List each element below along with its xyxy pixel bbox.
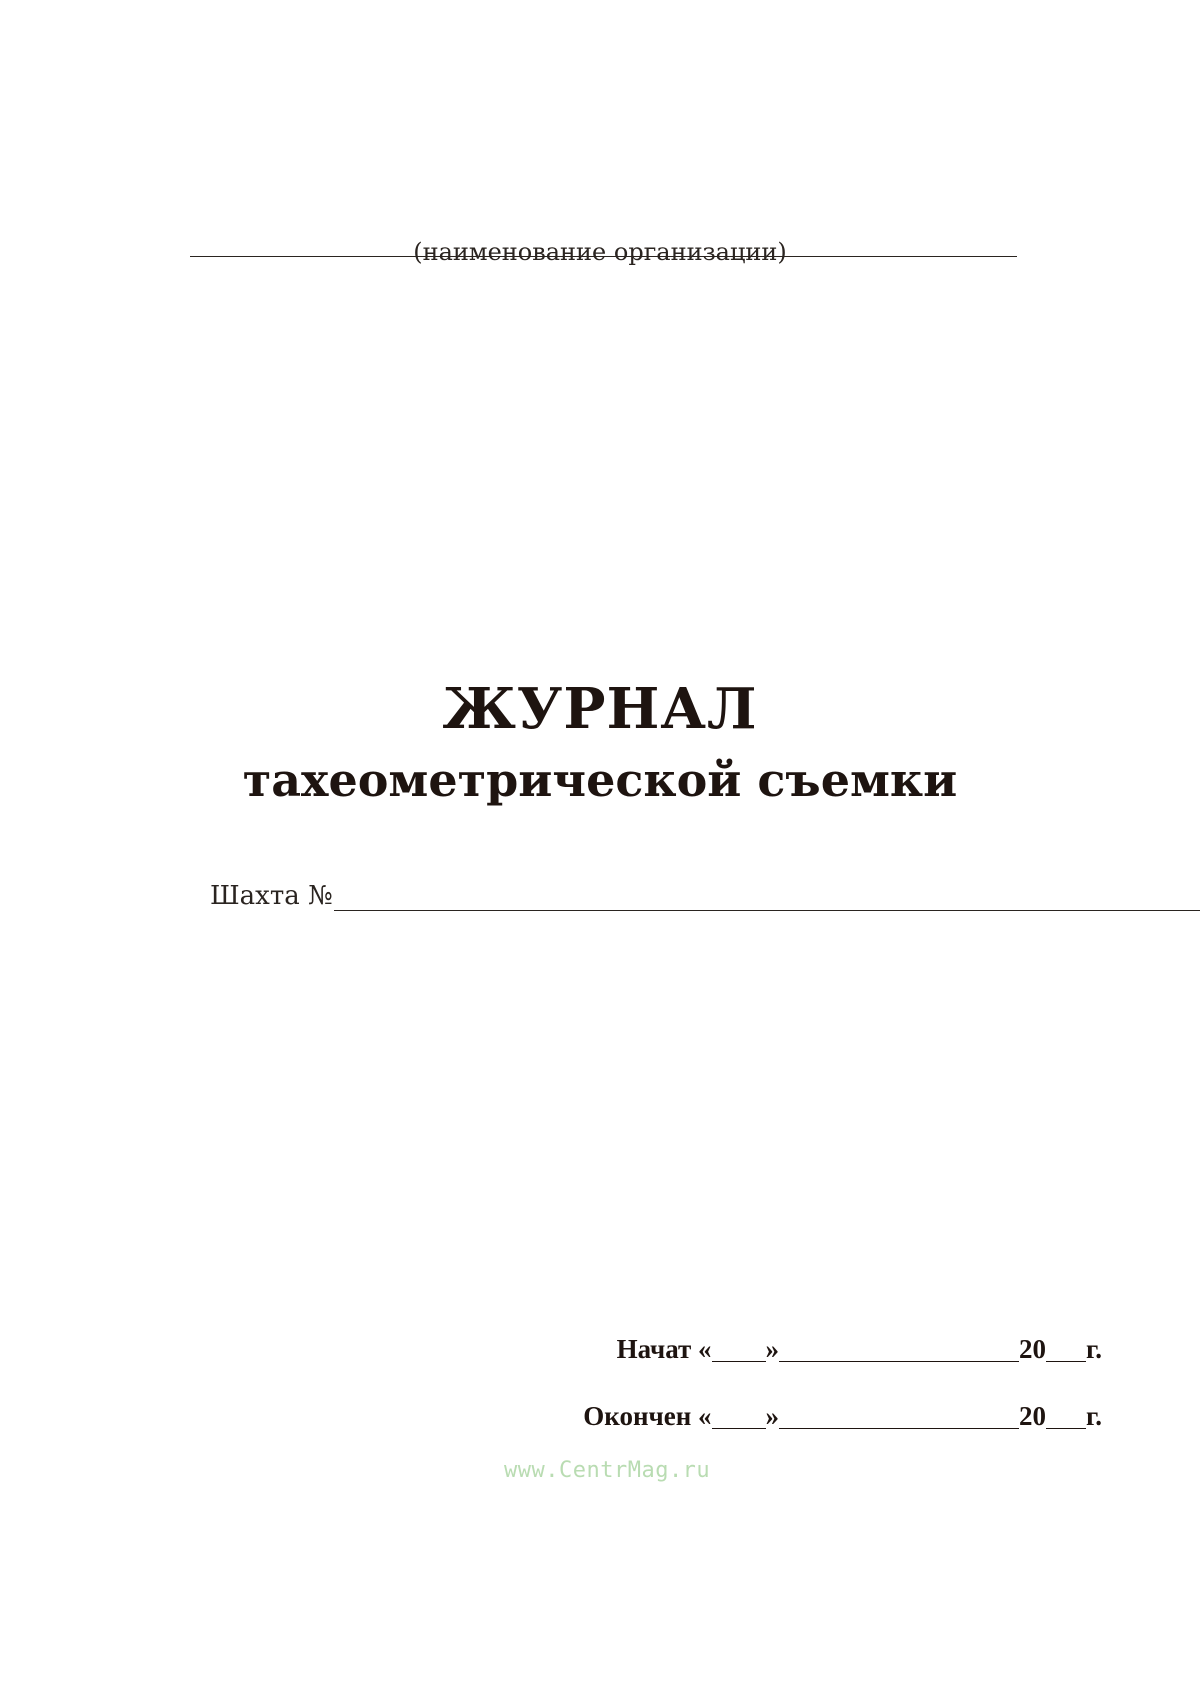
start-year-prefix: 20 [1019, 1334, 1047, 1364]
start-year-blank[interactable] [1046, 1335, 1086, 1362]
end-year-blank[interactable] [1046, 1402, 1086, 1429]
mine-number-label: Шахта № [210, 881, 333, 911]
journal-subtitle: тахеометрической съемки [242, 753, 958, 807]
start-month-blank[interactable] [779, 1335, 1019, 1362]
start-day-blank[interactable] [712, 1335, 766, 1362]
end-day-blank[interactable] [712, 1402, 766, 1429]
mine-number-line[interactable] [334, 910, 1200, 911]
watermark-text: www.CentrMag.ru [504, 1458, 711, 1483]
end-date-row [583, 1396, 1102, 1436]
start-date-label: Начат « [616, 1334, 712, 1364]
end-year-prefix: 20 [1019, 1401, 1047, 1431]
journal-title: ЖУРНАЛ [442, 676, 758, 742]
start-quote-close: » [765, 1334, 780, 1364]
end-year-suffix: г. [1086, 1401, 1102, 1431]
start-date-row [617, 1329, 1102, 1369]
end-month-blank[interactable] [779, 1402, 1019, 1429]
start-year-suffix: г. [1086, 1334, 1102, 1364]
end-quote-close: » [765, 1401, 780, 1431]
organization-caption: (наименование организации) [413, 238, 787, 266]
mine-number-row [210, 878, 1000, 914]
end-date-label: Окончен « [583, 1401, 712, 1431]
